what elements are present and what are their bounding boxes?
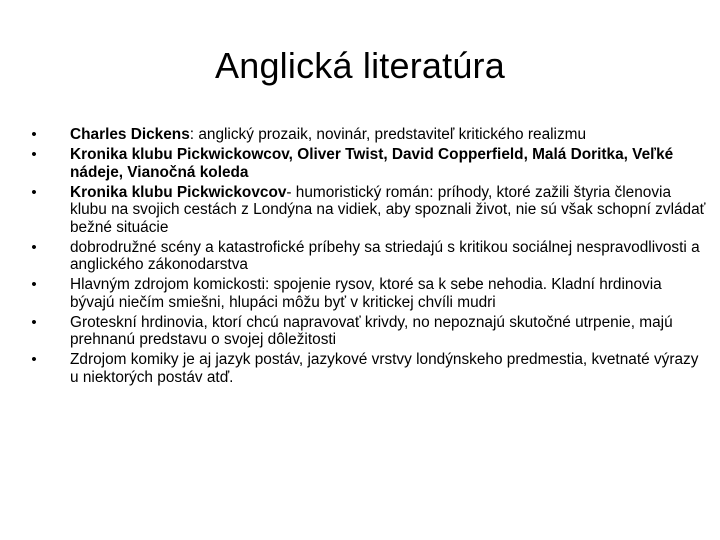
bullet-text: Zdrojom komiky je aj jazyk postáv, jazykové vrstvy londýnskeho predmestia, kvetnaté výrazy u niektorých postáv atď. — [70, 351, 699, 387]
bullet-dot-icon: • — [31, 238, 37, 256]
bullet-item-works — [28, 146, 708, 181]
bullet-list — [28, 126, 708, 389]
bullet-text: Hlavným zdrojom komickosti: spojenie rysov, ktoré sa k sebe nehodia. Kladní hrdinovia bývajú niečím smiešni, hlupáci môžu byť v kritickej chvíli mudri — [70, 276, 662, 311]
bullet-dot-icon: • — [31, 276, 37, 294]
bullet-dot-icon: • — [31, 145, 37, 163]
bullet-item-adventure — [28, 239, 708, 274]
bullet-dot-icon: • — [31, 183, 37, 201]
bullet-text: Groteskní hrdinovia, ktorí chcú napravovať krivdy, no nepoznajú skutočné utrpenie, majú prehnanú predstavu o svojej dôležitosti — [70, 313, 673, 349]
bullet-bold-text: Charles Dickens — [70, 126, 190, 143]
bullet-item-grotesque-heroes — [28, 314, 708, 349]
bullet-dot-icon: • — [31, 351, 37, 369]
bullet-item-comedy-source — [28, 276, 708, 311]
bullet-text: : anglický prozaik, novinár, predstaviteľ kritického realizmu — [189, 126, 587, 143]
slide-title: Anglická literatúra — [215, 45, 505, 86]
bullet-bold-text: Kronika klubu Pickwickowcov, Oliver Twist, David Copperfield, Malá Doritka, Veľké nádeje, Vianočná koleda — [70, 145, 674, 181]
bullet-text: - humoristický román: príhody, ktoré zažili štyria členovia klubu na svojich cestách z Londýna na vidiek, aby spoznali život, nie sú však schopní zvládať bežné situácie — [70, 183, 706, 236]
bullet-item-pickwick — [28, 184, 708, 237]
bullet-item-language — [28, 351, 708, 386]
bullet-item-dickens — [28, 126, 708, 144]
bullet-bold-text: Kronika klubu Pickwickovcov — [70, 183, 287, 201]
bullet-dot-icon: • — [31, 126, 37, 143]
bullet-text: dobrodružné scény a katastrofické príbehy sa striedajú s kritikou sociálnej nespravodlivosti a anglického zákonodarstva — [70, 238, 700, 274]
bullet-dot-icon: • — [31, 313, 37, 331]
